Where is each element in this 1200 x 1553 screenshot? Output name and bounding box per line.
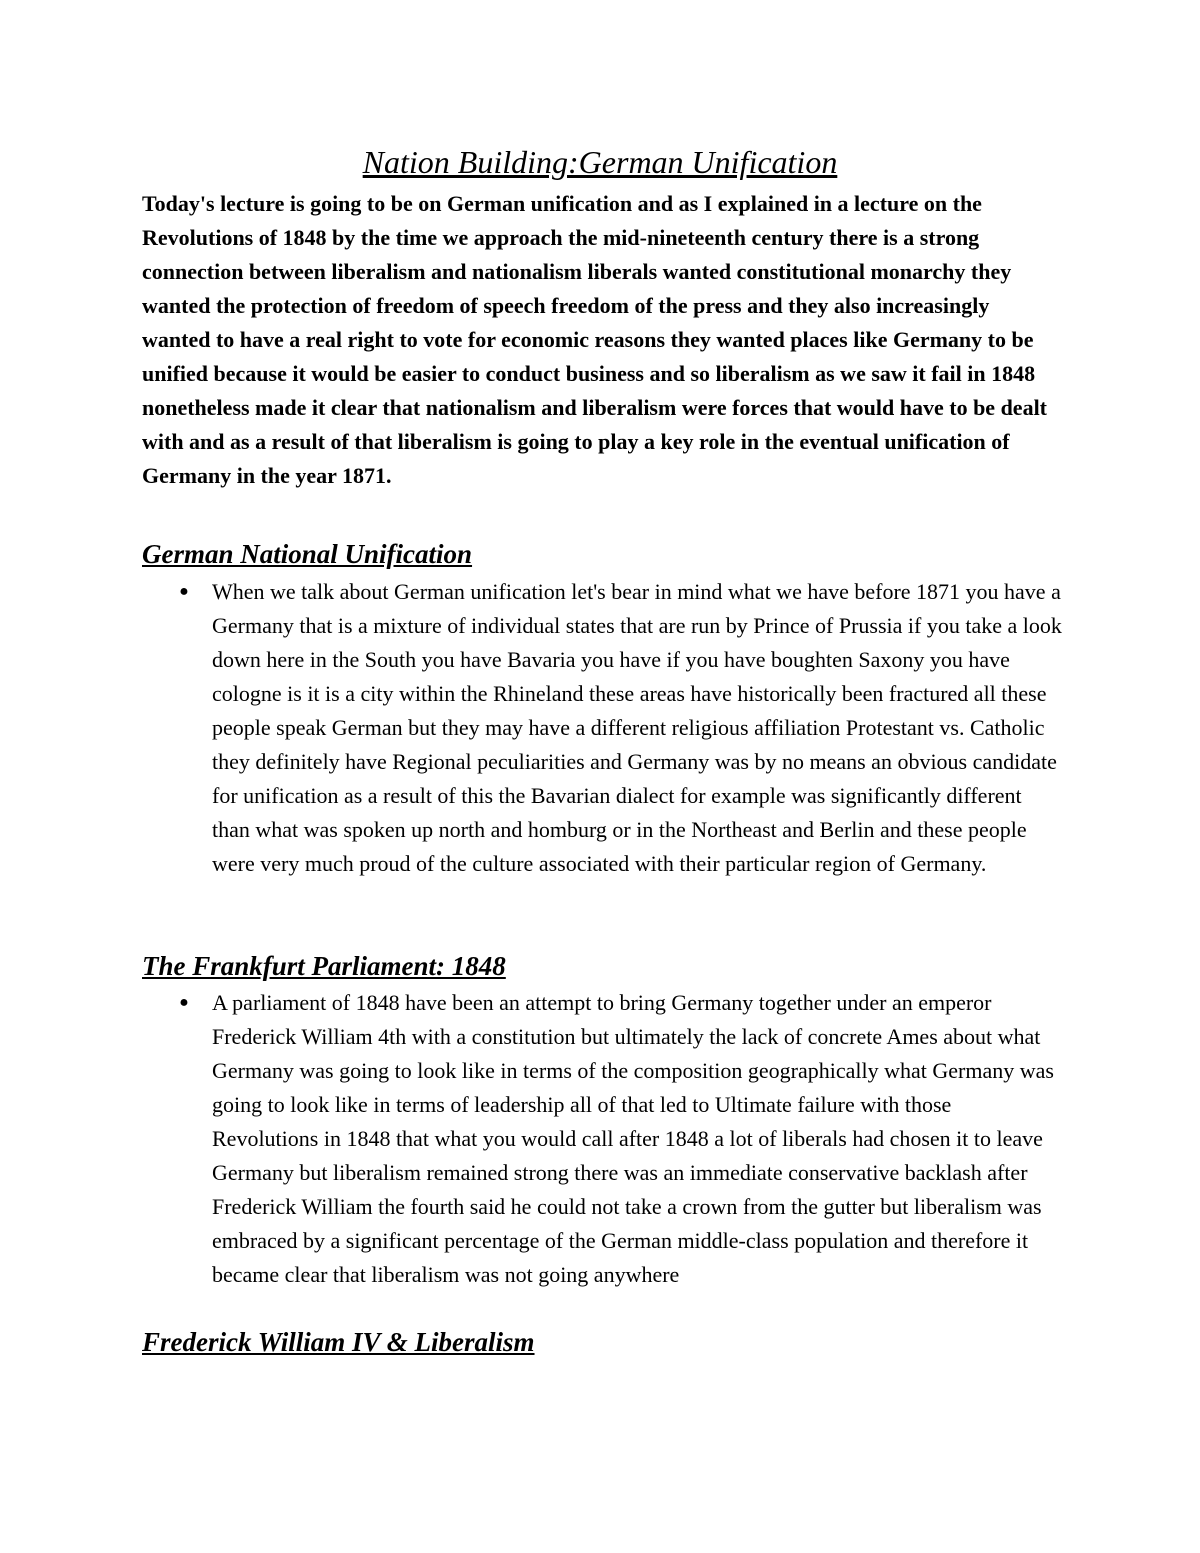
section-heading-frankfurt-parliament: The Frankfurt Parliament: 1848 bbox=[142, 951, 506, 981]
bullet-item bbox=[179, 575, 1062, 881]
bullet-icon: ● bbox=[179, 994, 189, 1011]
section-heading-german-national-unification: German National Unification bbox=[142, 539, 473, 569]
section-heading-frederick-william-iv: Frederick William IV & Liberalism bbox=[142, 1327, 535, 1357]
bullet-text: A parliament of 1848 have been an attempt to bring Germany together under an emperor Frederick William 4th with a constitution but ultimately the lack of concrete Ames about what Germany was going to look like in terms of the composition geographically what Germany was going to look like in terms of leadership all of that led to Ultimate failure with those Revolutions in 1848 that what you would call after 1848 a lot of liberals had chosen it to leave Germany but liberalism remained strong there was an immediate conservative backlash after Frederick William the fourth said he could not take a crown from the gutter but liberalism was embraced by a significant percentage of the German middle-class population and therefore it became clear that liberalism was not going anywhere bbox=[212, 990, 1054, 1287]
bullet-item bbox=[179, 986, 1062, 1292]
intro-paragraph: Today's lecture is going to be on German unification and as I explained in a lecture on the Revolutions of 1848 by the time we approach the mid-nineteenth century there is a strong connection between liberalism and nationalism liberals wanted constitutional monarchy they wanted the protection of freedom of speech freedom of the press and they also increasingly wanted to have a real right to vote for economic reasons they wanted places like Germany to be unified because it would be easier to conduct business and so liberalism as we saw it fail in 1848 nonetheless made it clear that nationalism and liberalism were forces that would have to be dealt with and as a result of that liberalism is going to play a key role in the eventual unification of Germany in the year 1871. bbox=[142, 191, 1048, 488]
document-title: Nation Building:German Unification bbox=[362, 144, 838, 180]
bullet-text: When we talk about German unification let's bear in mind what we have before 1871 you have a Germany that is a mixture of individual states that are run by Prince of Prussia if you take a look down here in the South you have Bavaria you have if you have boughten Saxony you have cologne is it is a city within the Rhineland these areas have historically been fractured all these people speak German but they may have a different religious affiliation Protestant vs. Catholic they definitely have Regional peculiarities and Germany was by no means an obvious candidate for unification as a result of this the Bavarian dialect for example was significantly different than what was spoken up north and homburg or in the Northeast and Berlin and these people were very much proud of the culture associated with their particular region of Germany. bbox=[212, 579, 1062, 876]
bullet-icon: ● bbox=[179, 583, 189, 600]
